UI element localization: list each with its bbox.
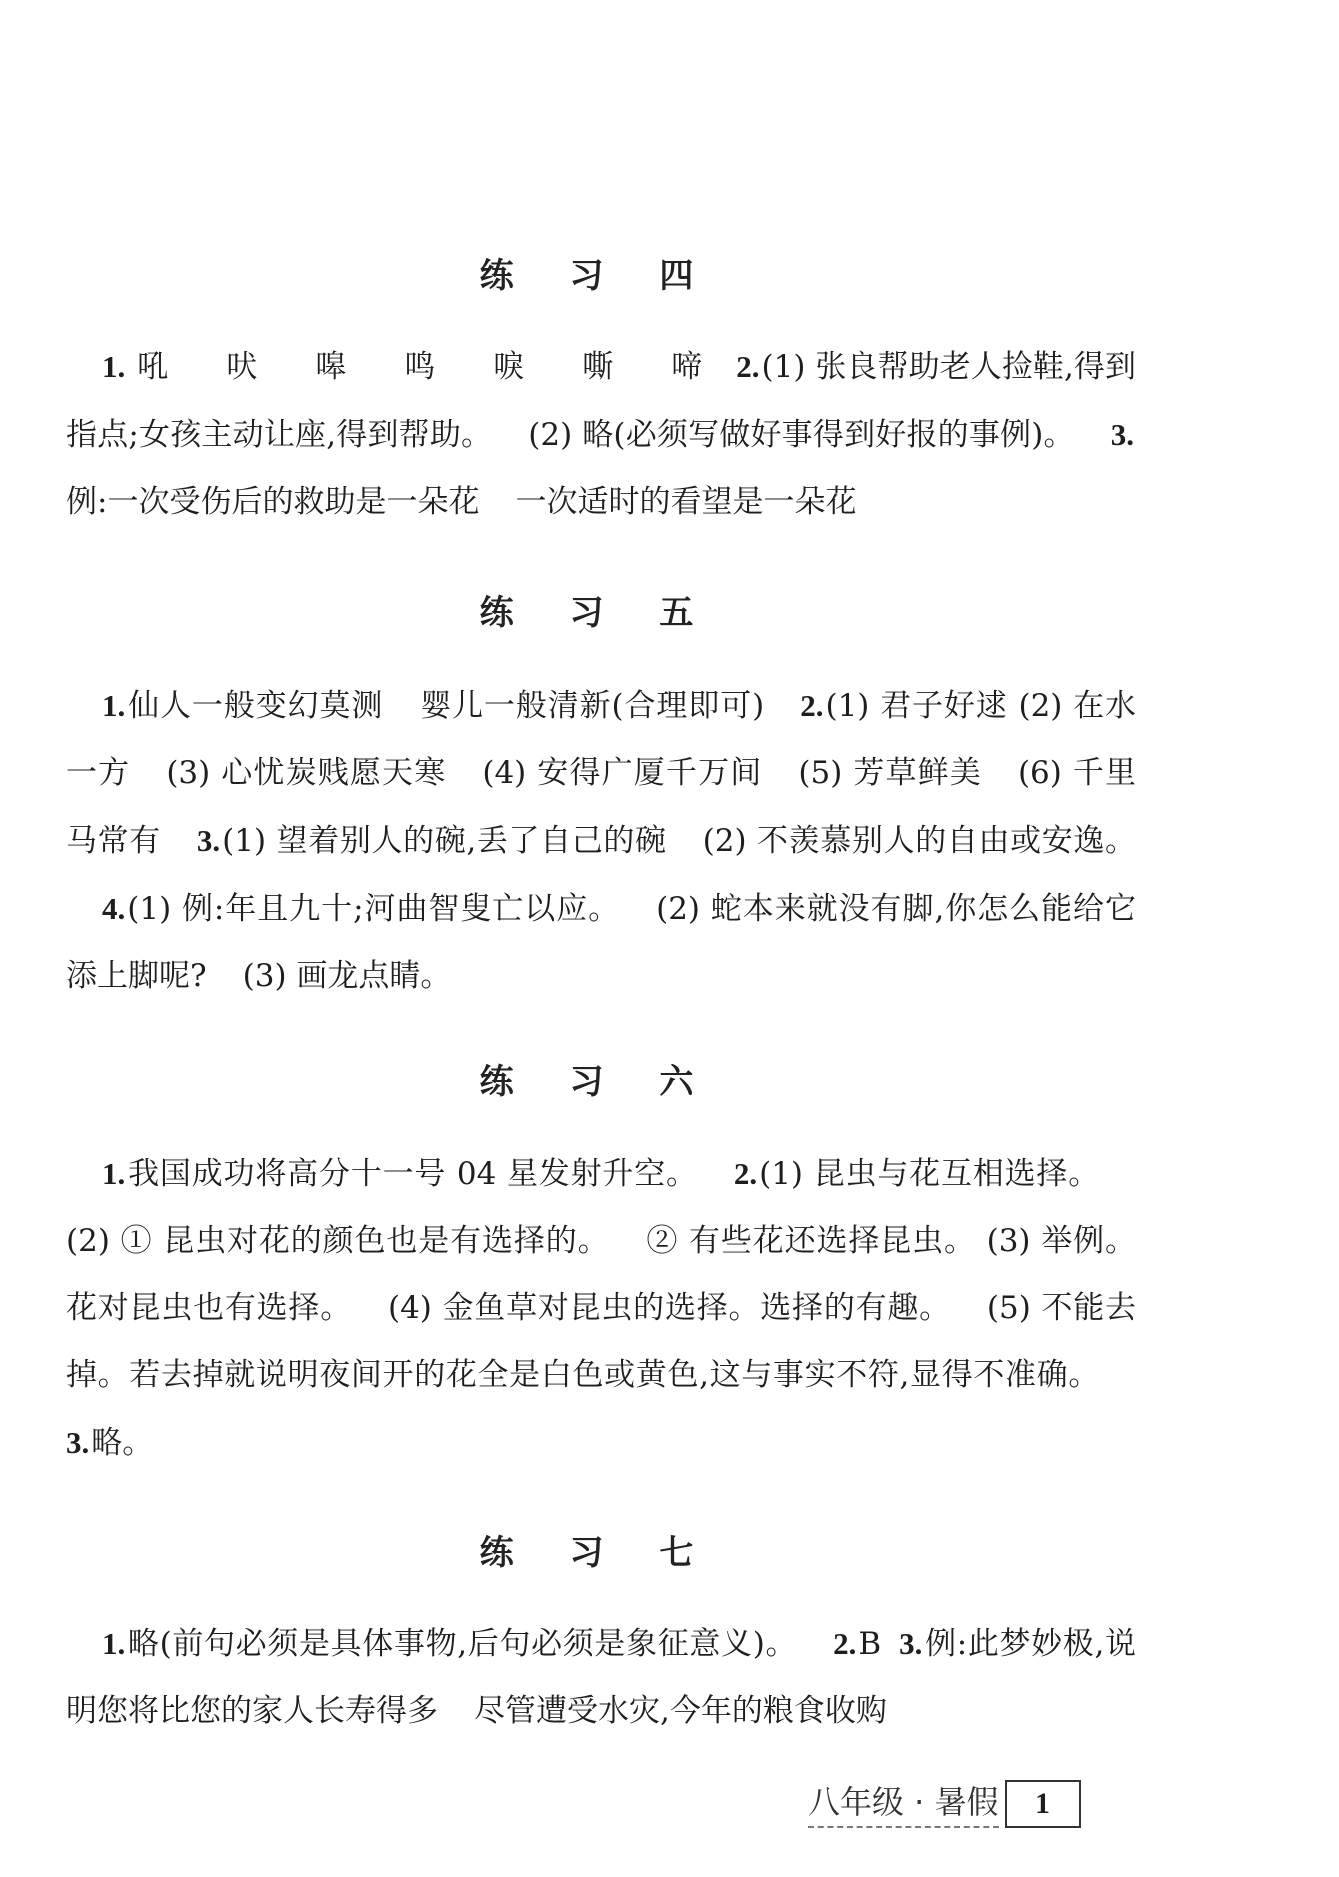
question-number: 3. [196,823,221,858]
section-title-exercise-6: 练 习 六 [479,1062,716,1102]
answer-text: 我国成功将高分十一号 04 星发射升空。 [127,1156,698,1192]
answer-text: (1) 昆虫与花互相选择。 [759,1156,1101,1192]
question-number: 3. [1110,417,1134,452]
question-number: 1. [102,1156,126,1191]
exercise-7-answers [66,1610,1136,1745]
answer-text: 吼 吠 嗥 鸣 唳 嘶 啼 [137,349,727,385]
grade-label: 八年级 · 暑假 [808,1780,999,1828]
answer-text: 略。 [91,1425,154,1461]
question-number: 1. [102,349,126,384]
question-number: 2. [833,1626,857,1661]
exercise-6-answers [66,1140,1136,1477]
question-number: 2. [733,1156,758,1191]
exercise-5-answers [66,672,1136,1010]
question-number: 1. [102,1626,126,1661]
question-number: 3. [66,1425,90,1460]
answer-text: B [858,1626,882,1662]
answer-text: 一次适时的看望是一朵花 [515,484,857,520]
answer-text: (1) 例:年且九十;河曲智叟亡以应。 [127,891,621,927]
answer-text: (2) 不羡慕别人的自由或安逸。 [702,823,1137,859]
answer-text: 例:一次受伤后的救助是一朵花 [66,484,480,520]
answer-text: 例:此梦妙极,说明您将比您的家人长寿得多 [66,1626,1136,1729]
answer-text: (1) 望着别人的碗,丢了自己的碗 [222,823,667,859]
answer-text: (5) 不能去掉。若去掉就说明夜间开的花全是白色或黄色,这与事实不符,显得不准确。 [66,1290,1137,1393]
question-number: 3. [899,1626,923,1661]
answer-text: ② 有些花还选择昆虫。 [645,1223,976,1259]
answer-text: (1) 张良帮助老人捡鞋,得到指点;女孩主动让座,得到帮助。 [66,349,1136,453]
question-number: 1. [102,688,126,723]
answer-text: (2) 略(必须写做好事得到好报的事例)。 [528,417,1075,453]
section-title-exercise-4: 练 习 四 [479,256,716,296]
question-number: 4. [102,891,126,926]
answer-text: (4) 金鱼草对昆虫的选择。选择的有趣。 [387,1290,951,1326]
section-title-exercise-7: 练 习 七 [479,1533,716,1573]
answer-text: 婴儿一般清新(合理即可) [419,688,765,724]
answer-text: (3) 画龙点睛。 [242,958,452,994]
answer-text: 仙人一般变幻莫测 [127,688,384,724]
answer-text: (5) 芳草鲜美 [798,755,982,791]
answer-text: (4) 安得广厦千万间 [482,755,763,791]
question-number: 2. [800,688,824,723]
answer-text: 尽管遭受水灾,今年的粮食收购 [474,1693,887,1729]
page-footer [808,1780,1081,1828]
answer-text: (3) 心忧炭贱愿天寒 [166,755,447,791]
answer-text: (1) 君子好逑 [825,688,1008,724]
answer-text: (2) 在水一方 [66,688,1137,791]
question-number: 2. [736,349,760,384]
page-number: 1 [1005,1780,1081,1828]
answer-text: 略(前句必须是具体事物,后句必须是象征意义)。 [127,1626,798,1662]
answer-text: (3) 举例。花对昆虫也有选择。 [66,1223,1137,1326]
answer-text: (2) 蛇本来就没有脚,你怎么能给它添上脚呢? [66,891,1136,994]
section-title-exercise-5: 练 习 五 [479,593,716,633]
answer-text: (6) 千里马常有 [66,755,1137,859]
answer-text: (2) ① 昆虫对花的颜色也是有选择的。 [66,1223,610,1259]
exercise-4-answers [66,333,1136,536]
